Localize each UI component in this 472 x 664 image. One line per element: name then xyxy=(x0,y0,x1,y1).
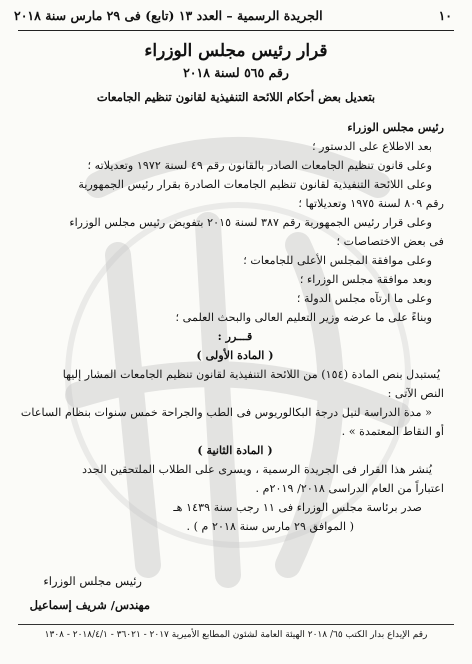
preamble-line: وبناءً على ما عرضه وزير التعليم العالى والبحث العلمى ؛ xyxy=(175,311,432,324)
article-1-title: ( المادة الأولى ) xyxy=(196,348,274,362)
publication-line: الجريدة الرسمية – العدد ١٣ (تابع) فى ٢٩ مارس سنة ٢٠١٨ xyxy=(14,8,323,23)
preamble-line: وعلى قانون تنظيم الجامعات الصادر بالقانون رقم ٤٩ لسنة ١٩٧٢ وتعديلاته ؛ xyxy=(87,159,432,172)
preamble-line: وعلى موافقة المجلس الأعلى للجامعات ؛ xyxy=(243,254,432,267)
footer-divider xyxy=(18,624,454,625)
article-1-quote: أو النقاط المعتمدة » . xyxy=(341,425,444,438)
decree-title: قرار رئيس مجلس الوزراء xyxy=(144,41,328,61)
preamble-line: وعلى قرار رئيس الجمهورية رقم ٣٨٧ لسنة ٢٠١٥ بتفويض رئيس مجلس الوزراء xyxy=(69,216,432,229)
decree-subject: بتعديل بعض أحكام اللائحة التنفيذية لقانون تنظيم الجامعات xyxy=(96,90,376,104)
page-number: ١٠ xyxy=(438,8,452,23)
decree-body xyxy=(20,118,444,536)
preamble-line: وعلى اللائحة التنفيذية لقانون تنظيم الجامعات الصادرة بقرار رئيس الجمهورية xyxy=(78,178,432,191)
preamble-line: رقم ٨٠٩ لسنة ١٩٧٥ وتعديلاتها ؛ xyxy=(298,197,444,210)
article-1-text: يُستبدل بنص المادة (١٥٤) من اللائحة التنفيذية لقانون تنظيم الجامعات المشار إليها xyxy=(62,368,440,381)
article-1-text: النص الآتى : xyxy=(387,387,444,400)
decided-heading: قـــرر : xyxy=(217,329,253,343)
preamble-line: وعلى ما ارتآه مجلس الدولة ؛ xyxy=(296,292,432,305)
issue-date-line: ( الموافق ٢٩ مارس سنة ٢٠١٨ م ) . xyxy=(186,520,354,533)
article-2-title: ( المادة الثانية ) xyxy=(197,443,273,457)
signature-name: مهندس/ شريف إسماعيل xyxy=(29,598,150,612)
header-divider xyxy=(18,30,454,31)
preamble-line: بعد الاطلاع على الدستور ؛ xyxy=(312,140,432,153)
footer-imprint: رقم الإيداع بدار الكتب ٦٥/ ٢٠١٨ الهيئة العامة لشئون المطابع الأميرية ٢٠١٧ - ٣٦٠٢١ - ٢٠١٨/٤/١ - ١٣٠٨ xyxy=(44,630,428,640)
issuer-line: رئيس مجلس الوزراء xyxy=(347,120,444,134)
decree-number: رقم ٥٦٥ لسنة ٢٠١٨ xyxy=(183,65,289,80)
article-2-text: اعتباراً من العام الدراسى ٢٠١٨/ ٢٠١٩م . xyxy=(255,482,444,495)
preamble-line: فى بعض الاختصاصات ؛ xyxy=(336,235,444,248)
signature-role: رئيس مجلس الوزراء xyxy=(43,574,142,588)
decree-heading xyxy=(0,38,472,108)
page-header xyxy=(14,8,452,23)
article-1-quote: « مدة الدراسة لنيل درجة البكالوريوس فى الطب والجراحة خمس سنوات بنظام الساعات xyxy=(20,406,432,419)
preamble-line: وبعد موافقة مجلس الوزراء ؛ xyxy=(299,273,432,286)
issue-date-line: صدر برئاسة مجلس الوزراء فى ١١ رجب سنة ١٤٣٩ هـ xyxy=(173,501,422,514)
article-2-text: يُنشر هذا القرار فى الجريدة الرسمية ، ويسرى على الطلاب الملتحقين الجدد xyxy=(82,463,432,476)
